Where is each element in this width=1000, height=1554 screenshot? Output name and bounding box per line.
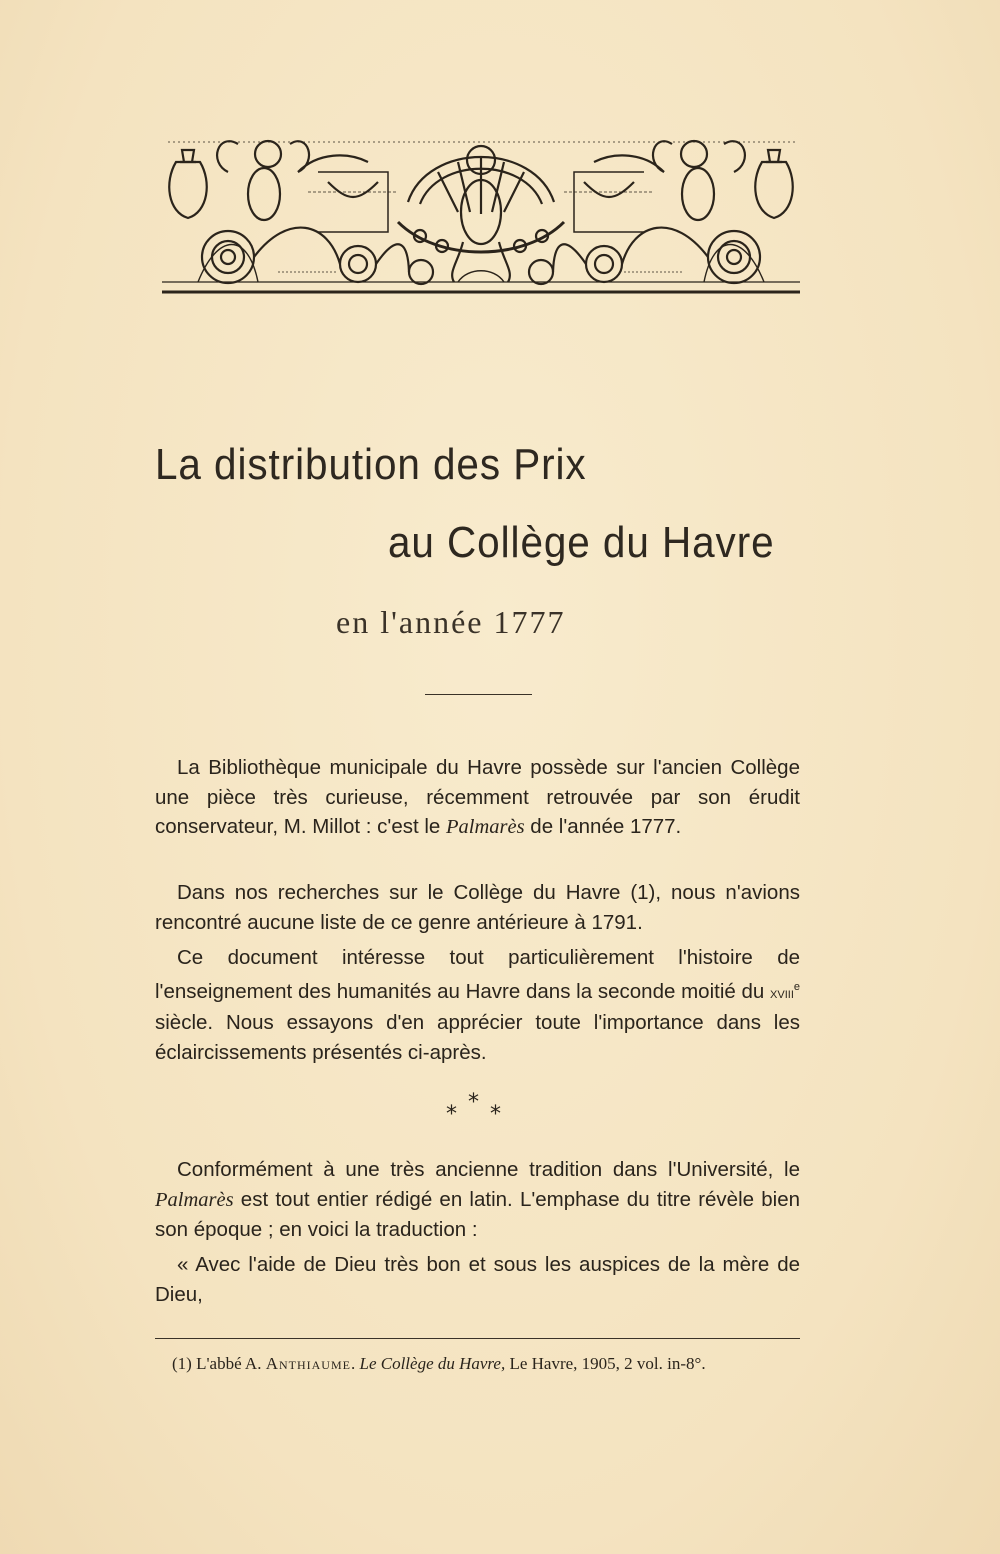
footnote-rule — [155, 1338, 800, 1339]
footnote-separator: . — [350, 1354, 360, 1373]
title-line-1: La distribution des Prix — [155, 440, 587, 489]
paragraph-4-text-b: est tout entier rédigé en latin. L'emphase du titre révèle bien son époque ; en voici la traduction : — [155, 1187, 800, 1242]
paragraph-4-text-a: Conformément à une très ancienne tradition dans l'Université, le — [177, 1158, 800, 1181]
asterism-star-left: * — [446, 1102, 457, 1127]
decorative-headpiece-icon — [158, 132, 804, 300]
footnote-marker: (1) L'abbé A. — [172, 1354, 266, 1373]
subtitle: en l'année 1777 — [336, 604, 566, 640]
asterism-star-top: * — [468, 1090, 479, 1115]
paragraph-2: Dans nos recherches sur le Collège du Havre (1), nous n'avions rencontré aucune liste de ce genre antérieure à 1791. — [155, 881, 800, 934]
footnote — [172, 1354, 706, 1374]
footnote-publication: Le Havre, 1905, 2 vol. in-8°. — [505, 1354, 706, 1373]
paragraph-3-text-a: Ce document intéresse tout particulièrement l'histoire de l'enseignement des humanités au Havre dans la seconde moitié du — [155, 946, 800, 1003]
asterism — [440, 1090, 520, 1130]
palmares-italic: Palmarès — [446, 816, 525, 839]
paragraph-4 — [155, 1155, 800, 1245]
paragraph-1 — [155, 753, 800, 843]
asterism-star-right: * — [490, 1102, 501, 1127]
title-line-2: au Collège du Havre — [388, 518, 775, 567]
paragraph-3 — [155, 943, 800, 1067]
paragraph-5: « Avec l'aide de Dieu très bon et sous les auspices de la mère de Dieu, — [155, 1253, 800, 1306]
century-superscript: e — [793, 980, 800, 993]
paragraph-1-text-a: La Bibliothèque municipale du Havre possède sur l'ancien Collège une pièce très curieuse, récemment retrouvée par son érudit conservateur, M. Millot : c'est le — [155, 756, 800, 839]
century-numeral: xviii — [770, 984, 794, 1002]
footnote-author: Anthiaume — [265, 1354, 351, 1373]
paragraph-3-text-b: siècle. Nous essayons d'en apprécier toute l'importance dans les éclaircissements présentés ci-après. — [155, 1011, 800, 1064]
palmares-italic-2: Palmarès — [155, 1188, 234, 1211]
footnote-book-title: Le Collège du Havre, — [359, 1354, 506, 1373]
paragraph-1-text-b: de l'année 1777. — [524, 815, 682, 839]
title-divider — [425, 694, 532, 695]
